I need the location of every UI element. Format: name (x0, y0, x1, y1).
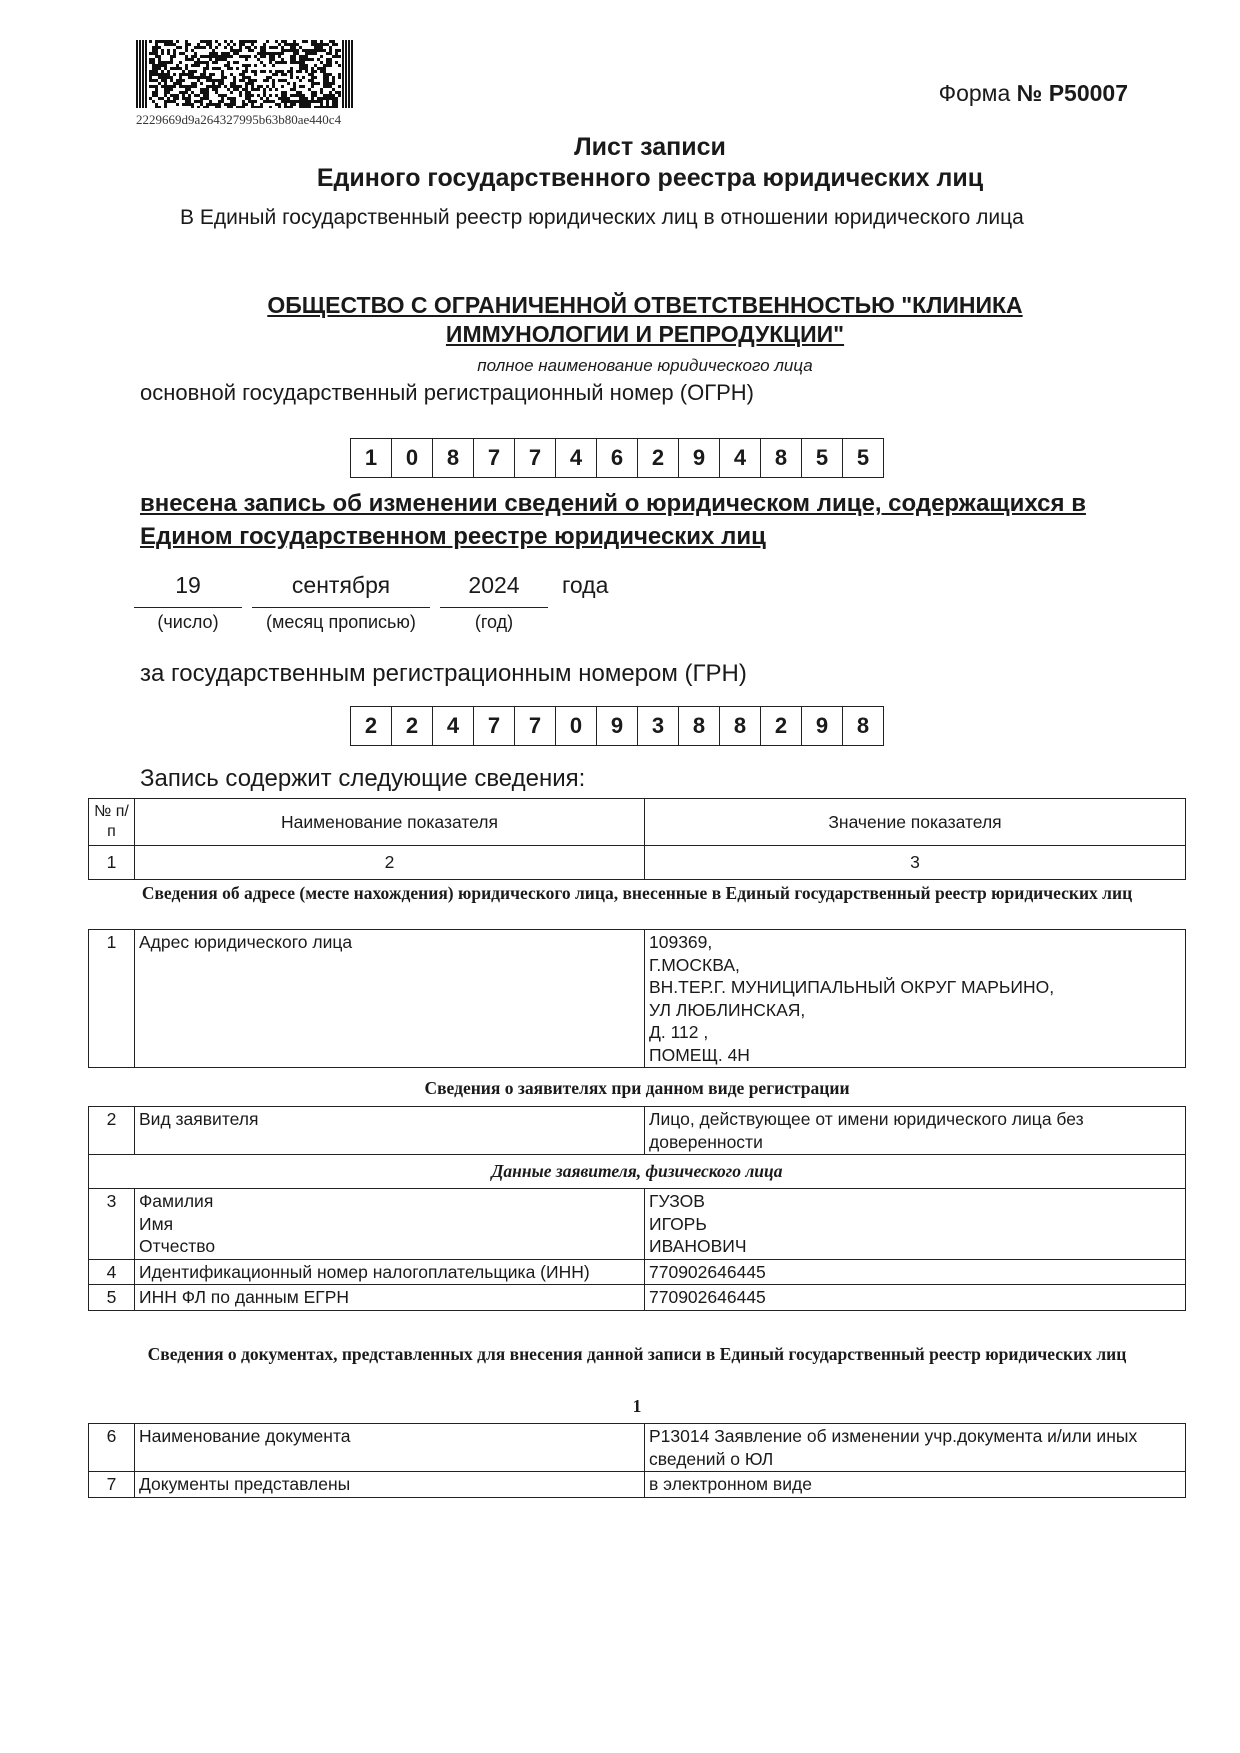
row-value: Р13014 Заявление об изменении учр.документа и/или иных сведений о ЮЛ (645, 1424, 1186, 1472)
date-month: сентября (291, 572, 391, 598)
grn-digit: 8 (856, 713, 870, 738)
col-value-header: Значение показателя (645, 799, 1186, 846)
col-name-header: Наименование показателя (135, 799, 645, 846)
table-header-row (89, 799, 1186, 846)
day-caption: (число) (157, 612, 219, 632)
table-index-row (89, 846, 1186, 880)
index-cell: 1 (89, 846, 135, 880)
ogrn-digit: 0 (392, 439, 433, 477)
ogrn-digit: 5 (856, 445, 870, 470)
row-name: Адрес юридического лица (135, 930, 645, 1068)
row-value: 770902646445 (645, 1285, 1186, 1311)
year-underline (440, 607, 548, 608)
date-suffix: года (562, 572, 609, 598)
section-address-heading: Сведения об адресе (месте нахождения) юридического лица, внесенные в Единый государственный реестр юридических лиц (141, 883, 1133, 903)
ogrn-label: основной государственный регистрационный номер (ОГРН) (140, 380, 755, 405)
grn-digit: 8 (679, 707, 720, 745)
grn-digits (350, 706, 884, 746)
ogrn-digit: 1 (351, 439, 392, 477)
table-row (89, 1189, 1186, 1260)
row-value: в электронном виде (645, 1472, 1186, 1498)
ogrn-digit: 4 (720, 439, 761, 477)
ogrn-digit: 6 (597, 439, 638, 477)
grn-digit: 9 (597, 707, 638, 745)
intro-text: В Единый государственный реестр юридических лиц в отношении юридического лица (180, 206, 1024, 229)
records-table-applicants (88, 1106, 1186, 1311)
ogrn-digit: 2 (638, 439, 679, 477)
row-value: 770902646445 (645, 1259, 1186, 1285)
table-row (89, 1472, 1186, 1498)
grn-digit: 3 (638, 707, 679, 745)
form-code: № Р50007 (1016, 80, 1128, 106)
section-applicants-heading: Сведения о заявителях при данном виде регистрации (424, 1078, 850, 1098)
ogrn-digit: 4 (556, 439, 597, 477)
month-underline (252, 607, 430, 608)
row-value: ГУЗОВ ИГОРЬ ИВАНОВИЧ (645, 1189, 1186, 1260)
day-underline (134, 607, 242, 608)
row-number: 5 (89, 1285, 135, 1311)
table-row (89, 1259, 1186, 1285)
form-number (939, 80, 1128, 107)
row-number: 4 (89, 1259, 135, 1285)
ogrn-digits (350, 438, 884, 478)
month-caption: (месяц прописью) (266, 612, 416, 632)
year-caption: (год) (474, 612, 514, 632)
grn-digit: 7 (515, 707, 556, 745)
ogrn-digit: 8 (433, 439, 474, 477)
ogrn-digit: 9 (679, 439, 720, 477)
section-documents-heading: Сведения о документах, представленных для внесения данной записи в Единый государственный реестр юридических лиц (147, 1344, 1127, 1364)
row-number: 1 (89, 930, 135, 1068)
grn-digit: 2 (392, 707, 433, 745)
change-statement: внесена запись об изменении сведений о юридическом лице, содержащихся в Едином государственном реестре юридических лиц (140, 490, 1086, 550)
grn-digit: 7 (474, 707, 515, 745)
record-label: Запись содержит следующие сведения: (140, 765, 586, 792)
col-num-header: № п/п (89, 799, 135, 846)
grn-digit: 8 (720, 707, 761, 745)
row-value: 109369, Г.МОСКВА, ВН.ТЕР.Г. МУНИЦИПАЛЬНЫЙ ОКРУГ МАРЬИНО, УЛ ЛЮБЛИНСКАЯ, Д. 112 , ПОМЕЩ. 4Н (645, 930, 1186, 1068)
row-name: Идентификационный номер налогоплательщика (ИНН) (135, 1259, 645, 1285)
row-number: 6 (89, 1424, 135, 1472)
document-subtitle: Единого государственного реестра юридических лиц (316, 164, 984, 192)
records-table-address (88, 929, 1186, 1068)
subsection-row (89, 1155, 1186, 1189)
row-name: Наименование документа (135, 1424, 645, 1472)
table-row (89, 1107, 1186, 1155)
ogrn-digit: 7 (515, 439, 556, 477)
index-cell: 2 (135, 846, 645, 880)
grn-digit: 2 (351, 707, 392, 745)
index-cell: 3 (645, 846, 1186, 880)
row-name: Фамилия Имя Отчество (135, 1189, 645, 1260)
grn-label: за государственным регистрационным номером (ГРН) (140, 660, 747, 687)
document-title: Лист записи (574, 133, 726, 161)
organization-caption: полное наименование юридического лица (477, 356, 813, 375)
grn-digit: 4 (433, 707, 474, 745)
table-row (89, 1285, 1186, 1311)
form-prefix: Форма (938, 80, 1011, 106)
table-row (89, 1424, 1186, 1472)
documents-index: 1 (632, 1396, 642, 1416)
grn-digit: 0 (556, 707, 597, 745)
table-row (89, 930, 1186, 1068)
date-day: 19 (175, 572, 201, 598)
grn-digit: 9 (802, 707, 843, 745)
ogrn-digit: 5 (802, 439, 843, 477)
barcode-image (136, 40, 354, 108)
records-table-header (88, 798, 1186, 880)
row-number: 7 (89, 1472, 135, 1498)
barcode-id: 2229669d9a264327995b63b80ae440c4 (136, 112, 342, 127)
ogrn-digit: 8 (761, 439, 802, 477)
records-table-documents (88, 1423, 1186, 1498)
ogrn-digit: 7 (474, 439, 515, 477)
subsection-person-heading: Данные заявителя, физического лица (89, 1155, 1186, 1189)
organization-name: ОБЩЕСТВО С ОГРАНИЧЕННОЙ ОТВЕТСТВЕННОСТЬЮ "КЛИНИКА ИММУНОЛОГИИ И РЕПРОДУКЦИИ" (267, 292, 1023, 347)
row-name: Вид заявителя (135, 1107, 645, 1155)
row-number: 2 (89, 1107, 135, 1155)
row-value: Лицо, действующее от имени юридического лица без доверенности (645, 1107, 1186, 1155)
row-name: Документы представлены (135, 1472, 645, 1498)
grn-digit: 2 (761, 707, 802, 745)
date-year: 2024 (468, 572, 520, 598)
row-number: 3 (89, 1189, 135, 1260)
row-name: ИНН ФЛ по данным ЕГРН (135, 1285, 645, 1311)
